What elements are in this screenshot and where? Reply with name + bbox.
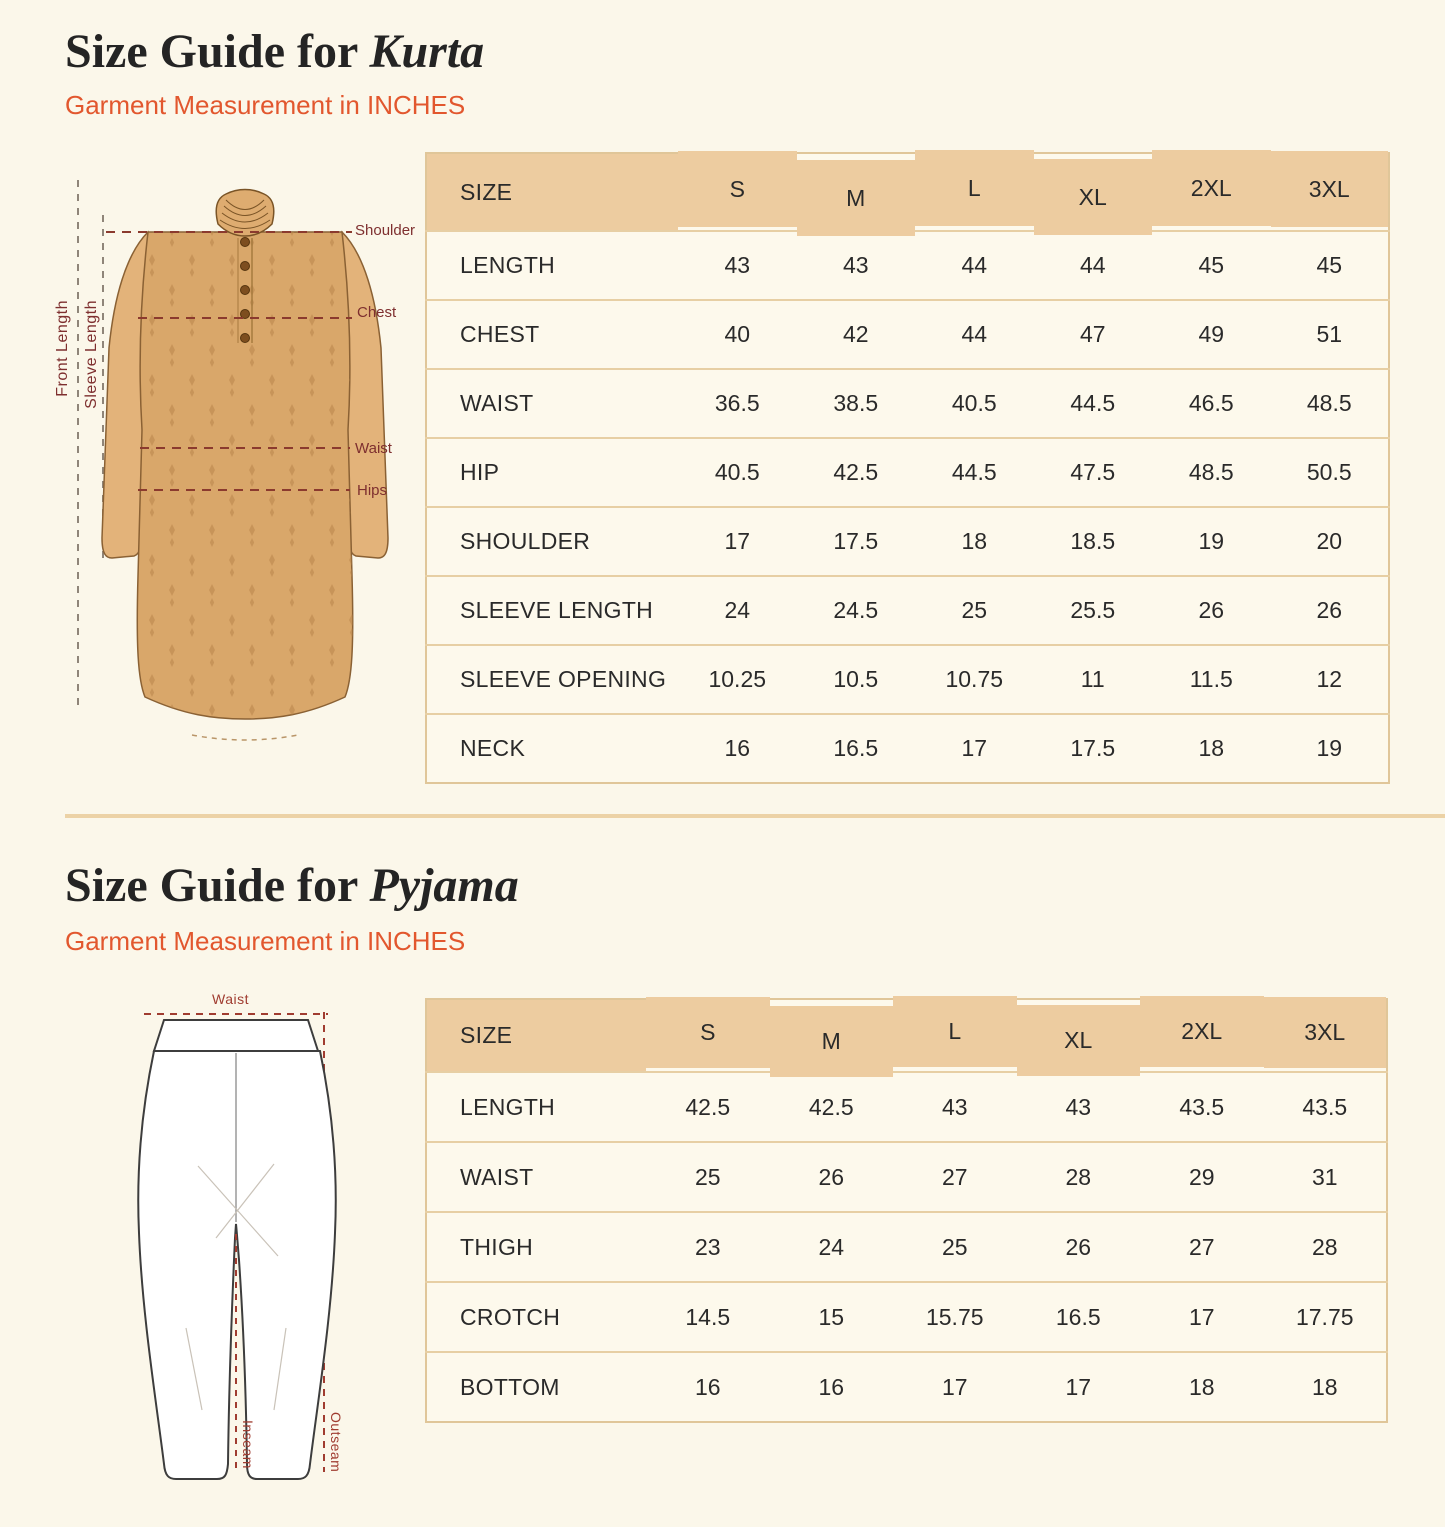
measurement-value: 25.5 — [1034, 576, 1153, 645]
table-row — [426, 507, 1389, 576]
measurement-value: 40.5 — [678, 438, 797, 507]
table-row — [426, 1072, 1387, 1142]
measurement-value: 28 — [1264, 1212, 1388, 1282]
measurement-value: 17.75 — [1264, 1282, 1388, 1352]
kurta-title-prefix: Size Guide for — [65, 25, 358, 78]
pyjama-waist-label: Waist — [212, 991, 249, 1007]
measurement-label: WAIST — [426, 1142, 646, 1212]
size-header-2xl: 2XL — [1140, 995, 1264, 1068]
measurement-value: 24.5 — [797, 576, 916, 645]
measurement-value: 27 — [1140, 1212, 1264, 1282]
measurement-label: CROTCH — [426, 1282, 646, 1352]
measurement-value: 45 — [1271, 231, 1390, 300]
measurement-label: NECK — [426, 714, 678, 783]
measurement-value: 28 — [1017, 1142, 1141, 1212]
measurement-value: 17 — [915, 714, 1034, 783]
measurement-value: 48.5 — [1152, 438, 1271, 507]
measurement-label: SHOULDER — [426, 507, 678, 576]
measurement-value: 43 — [893, 1072, 1017, 1142]
measurement-value: 25 — [915, 576, 1034, 645]
measurement-value: 51 — [1271, 300, 1390, 369]
measurement-value: 47 — [1034, 300, 1153, 369]
measurement-value: 16 — [770, 1352, 894, 1422]
size-header-l: L — [893, 995, 1017, 1068]
kurta-sleeve-length-label: Sleeve Length — [83, 300, 100, 409]
measurement-value: 26 — [1271, 576, 1390, 645]
kurta-section-title — [65, 24, 484, 79]
measurement-value: 42 — [797, 300, 916, 369]
kurta-waist-label: Waist — [355, 440, 392, 457]
measurement-value: 44.5 — [1034, 369, 1153, 438]
measurement-value: 44 — [915, 300, 1034, 369]
size-header-xl: XL — [1034, 158, 1153, 236]
measurement-value: 18 — [1140, 1352, 1264, 1422]
pyjama-size-table — [425, 998, 1388, 1423]
table-row — [426, 231, 1389, 300]
measurement-value: 26 — [1017, 1212, 1141, 1282]
measurement-label: BOTTOM — [426, 1352, 646, 1422]
size-header-xl: XL — [1017, 1004, 1141, 1077]
kurta-front-length-label: Front Length — [54, 300, 71, 397]
measurement-label: HIP — [426, 438, 678, 507]
measurement-value: 15 — [770, 1282, 894, 1352]
measurement-value: 16.5 — [1017, 1282, 1141, 1352]
measurement-value: 42.5 — [646, 1072, 770, 1142]
measurement-value: 19 — [1152, 507, 1271, 576]
measurement-value: 10.25 — [678, 645, 797, 714]
kurta-diagram — [42, 158, 422, 783]
measurement-value: 36.5 — [678, 369, 797, 438]
measurement-value: 18 — [915, 507, 1034, 576]
table-row — [426, 438, 1389, 507]
measurement-value: 17 — [893, 1352, 1017, 1422]
measurement-value: 16.5 — [797, 714, 916, 783]
measurement-label: SLEEVE OPENING — [426, 645, 678, 714]
pyjama-inseam-label: Inseam — [240, 1420, 256, 1469]
table-row — [426, 714, 1389, 783]
measurement-value: 29 — [1140, 1142, 1264, 1212]
header-row — [426, 999, 1387, 1072]
measurement-value: 10.5 — [797, 645, 916, 714]
measurement-value: 43 — [797, 231, 916, 300]
measurement-value: 43 — [1017, 1072, 1141, 1142]
pyjama-subtitle: Garment Measurement in INCHES — [65, 926, 466, 956]
size-column-title: SIZE — [426, 153, 678, 231]
table-row — [426, 1142, 1387, 1212]
measurement-value: 23 — [646, 1212, 770, 1282]
kurta-subtitle: Garment Measurement in INCHES — [65, 90, 466, 120]
measurement-value: 16 — [678, 714, 797, 783]
measurement-value: 25 — [646, 1142, 770, 1212]
measurement-value: 42.5 — [770, 1072, 894, 1142]
measurement-value: 44 — [915, 231, 1034, 300]
measurement-value: 18.5 — [1034, 507, 1153, 576]
measurement-value: 20 — [1271, 507, 1390, 576]
measurement-value: 17.5 — [1034, 714, 1153, 783]
measurement-value: 38.5 — [797, 369, 916, 438]
kurta-title-garment: Kurta — [369, 25, 485, 78]
measurement-label: WAIST — [426, 369, 678, 438]
section-divider — [65, 814, 1445, 818]
pyjama-diagram — [128, 998, 394, 1520]
measurement-value: 46.5 — [1152, 369, 1271, 438]
size-header-s: S — [646, 996, 770, 1069]
pyjama-illustration — [128, 998, 394, 1520]
measurement-value: 17 — [678, 507, 797, 576]
measurement-value: 40 — [678, 300, 797, 369]
measurement-value: 44 — [1034, 231, 1153, 300]
pyjama-title-prefix: Size Guide for — [65, 859, 358, 912]
measurement-value: 24 — [678, 576, 797, 645]
kurta-chest-label: Chest — [357, 304, 397, 321]
measurement-value: 11 — [1034, 645, 1153, 714]
table-row — [426, 369, 1389, 438]
size-header-2xl: 2XL — [1152, 149, 1271, 227]
measurement-value: 50.5 — [1271, 438, 1390, 507]
measurement-value: 17 — [1017, 1352, 1141, 1422]
measurement-value: 47.5 — [1034, 438, 1153, 507]
measurement-value: 26 — [1152, 576, 1271, 645]
measurement-value: 42.5 — [797, 438, 916, 507]
table-row — [426, 645, 1389, 714]
measurement-value: 16 — [646, 1352, 770, 1422]
size-header-l: L — [915, 149, 1034, 227]
size-header-s: S — [678, 150, 797, 228]
size-column-title: SIZE — [426, 999, 646, 1072]
measurement-value: 31 — [1264, 1142, 1388, 1212]
measurement-value: 19 — [1271, 714, 1390, 783]
measurement-value: 12 — [1271, 645, 1390, 714]
measurement-value: 17 — [1140, 1282, 1264, 1352]
pyjama-section-title — [65, 858, 519, 913]
table-row — [426, 1212, 1387, 1282]
measurement-value: 48.5 — [1271, 369, 1390, 438]
measurement-value: 11.5 — [1152, 645, 1271, 714]
kurta-shoulder-label: Shoulder — [355, 222, 416, 239]
measurement-value: 44.5 — [915, 438, 1034, 507]
size-header-m: M — [770, 1005, 894, 1078]
measurement-value: 14.5 — [646, 1282, 770, 1352]
table-row — [426, 1352, 1387, 1422]
measurement-label: CHEST — [426, 300, 678, 369]
measurement-value: 43.5 — [1140, 1072, 1264, 1142]
kurta-hips-label: Hips — [357, 482, 388, 499]
measurement-value: 49 — [1152, 300, 1271, 369]
header-row — [426, 153, 1389, 231]
measurement-value: 40.5 — [915, 369, 1034, 438]
measurement-value: 10.75 — [915, 645, 1034, 714]
measurement-value: 17.5 — [797, 507, 916, 576]
measurement-value: 18 — [1152, 714, 1271, 783]
pyjama-outseam-label: Outseam — [328, 1412, 344, 1473]
pyjama-title-garment: Pyjama — [369, 859, 519, 912]
measurement-label: THIGH — [426, 1212, 646, 1282]
measurement-value: 43 — [678, 231, 797, 300]
size-header-3xl: 3XL — [1264, 996, 1388, 1069]
measurement-label: LENGTH — [426, 231, 678, 300]
measurement-value: 15.75 — [893, 1282, 1017, 1352]
measurement-value: 45 — [1152, 231, 1271, 300]
table-row — [426, 576, 1389, 645]
measurement-value: 25 — [893, 1212, 1017, 1282]
kurta-size-table — [425, 152, 1390, 784]
table-row — [426, 300, 1389, 369]
size-header-m: M — [797, 159, 916, 237]
measurement-label: SLEEVE LENGTH — [426, 576, 678, 645]
measurement-value: 18 — [1264, 1352, 1388, 1422]
table-row — [426, 1282, 1387, 1352]
measurement-value: 27 — [893, 1142, 1017, 1212]
measurement-value: 26 — [770, 1142, 894, 1212]
measurement-value: 24 — [770, 1212, 894, 1282]
size-header-3xl: 3XL — [1271, 150, 1390, 228]
kurta-illustration — [42, 158, 422, 783]
measurement-label: LENGTH — [426, 1072, 646, 1142]
measurement-value: 43.5 — [1264, 1072, 1388, 1142]
